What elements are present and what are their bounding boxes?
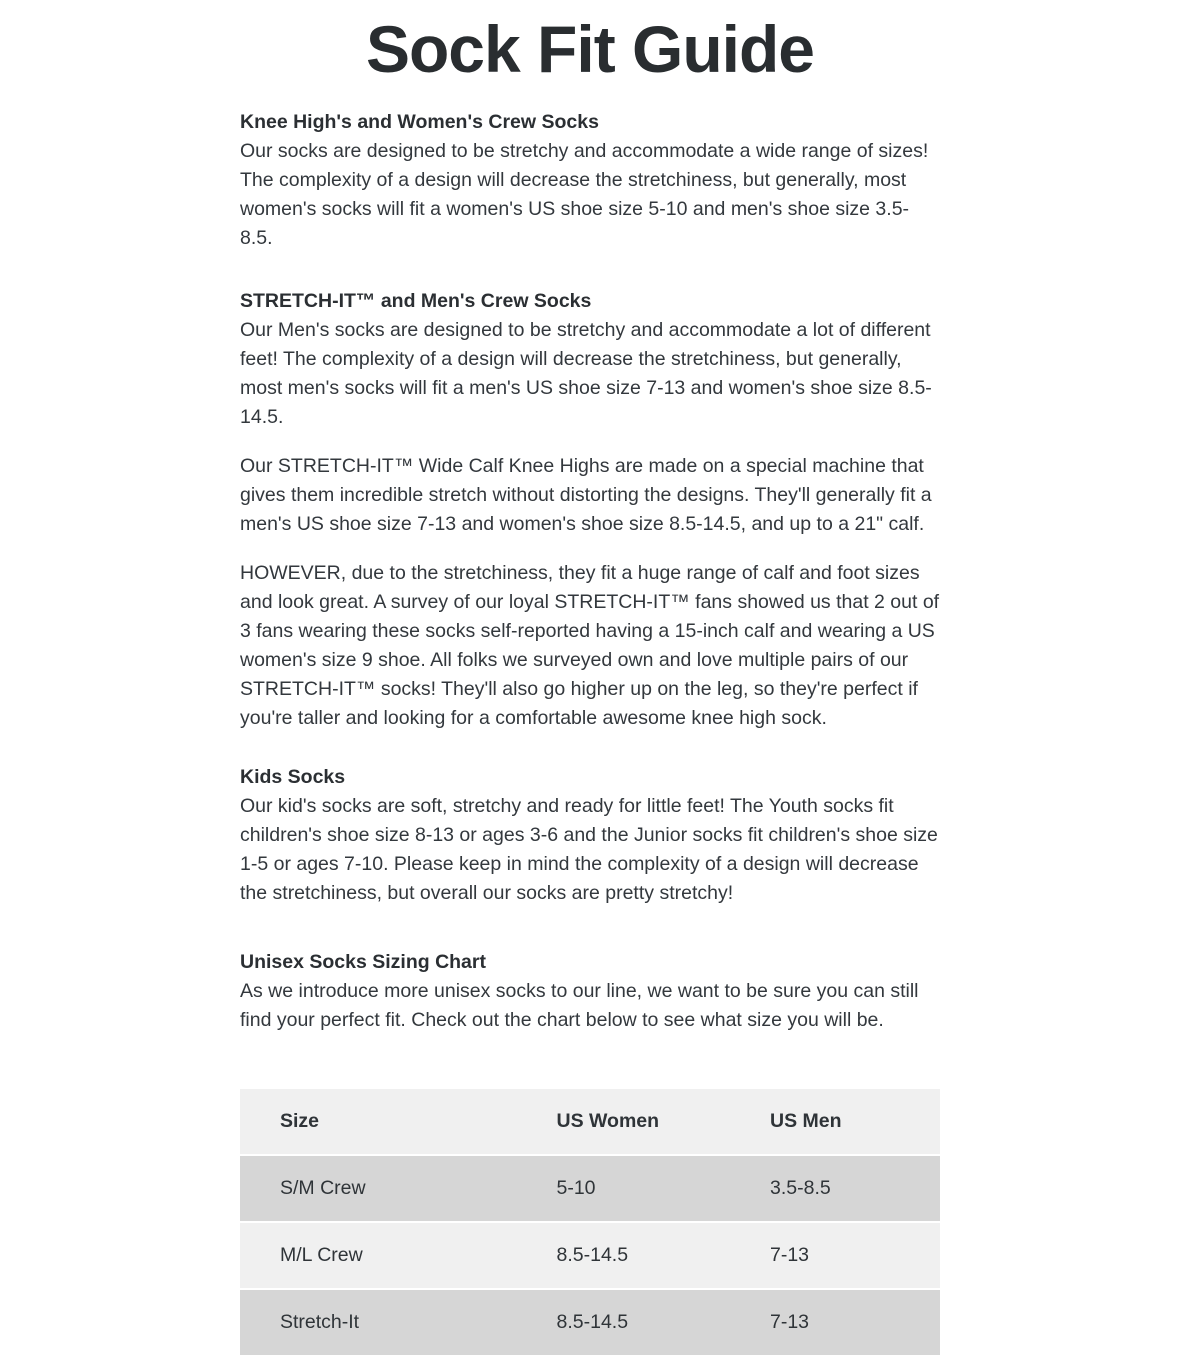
table-header-us-women: US Women — [556, 1109, 660, 1132]
paragraph: Our kid's socks are soft, stretchy and ready for little feet! The Youth socks fit children's shoe size 8-13 or ages 3-6 and the Junior socks fit children's shoe size 1-5 or ages 7-10. Please keep in mind the complexity of a design will decrease the stretchiness, but overall our socks are pretty stretchy! — [240, 794, 938, 904]
table-header-row — [240, 1089, 940, 1155]
table-cell-us-women: 8.5-14.5 — [556, 1243, 629, 1266]
page-content — [240, 0, 940, 1357]
section-heading: STRETCH-IT™ and Men's Crew Socks — [240, 289, 592, 312]
table-cell-us-women: 8.5-14.5 — [556, 1310, 629, 1333]
table-header-us-men: US Men — [770, 1109, 842, 1132]
section-stretch-it — [240, 287, 940, 733]
sizing-table-container — [240, 1089, 940, 1357]
section-heading: Unisex Socks Sizing Chart — [240, 950, 486, 973]
page-title: Sock Fit Guide — [365, 12, 815, 86]
table-cell-size: M/L Crew — [280, 1243, 363, 1266]
section-knee-highs — [240, 108, 940, 253]
paragraph: As we introduce more unisex socks to our line, we want to be sure you can still find your perfect fit. Check out the chart below to see what size you will be. — [240, 979, 919, 1031]
section-heading: Kids Socks — [240, 765, 346, 788]
paragraph: Our STRETCH-IT™ Wide Calf Knee Highs are made on a special machine that gives them incredible stretch without distorting the designs. They'll generally fit a men's US shoe size 7-13 and women's shoe size 8.5-14.5, and up to a 21" calf. — [240, 454, 932, 535]
section-kids-socks — [240, 763, 940, 908]
table-cell-size: S/M Crew — [280, 1176, 366, 1199]
table-cell-us-men: 3.5-8.5 — [770, 1176, 831, 1199]
table-cell-size: Stretch-It — [280, 1310, 360, 1333]
paragraph: HOWEVER, due to the stretchiness, they fit a huge range of calf and foot sizes and look great. A survey of our loyal STRETCH-IT™ fans showed us that 2 out of 3 fans wearing these socks self-reported having a 15-inch calf and wearing a US women's size 9 shoe. All folks we surveyed own and love multiple pairs of our STRETCH-IT™ socks! They'll also go higher up on the leg, so they're perfect if you're taller and looking for a comfortable awesome knee high sock. — [240, 561, 940, 729]
table-row-stretch-it — [240, 1289, 940, 1356]
table-cell-us-women: 5-10 — [556, 1176, 596, 1199]
paragraph: Our socks are designed to be stretchy and accommodate a wide range of sizes! The complexity of a design will decrease the stretchiness, but generally, most women's socks will fit a women's US shoe size 5-10 and men's shoe size 3.5-8.5. — [240, 139, 929, 249]
section-unisex-sizing — [240, 948, 940, 1035]
table-header-size: Size — [280, 1109, 320, 1132]
table-cell-us-men: 7-13 — [770, 1243, 810, 1266]
table-row-ml-crew — [240, 1222, 940, 1289]
table-row-sm-crew — [240, 1155, 940, 1222]
sizing-table — [240, 1089, 940, 1357]
table-cell-us-men: 7-13 — [770, 1310, 810, 1333]
section-heading: Knee High's and Women's Crew Socks — [240, 110, 599, 133]
paragraph: Our Men's socks are designed to be stretchy and accommodate a lot of different feet! The complexity of a design will decrease the stretchiness, but generally, most men's socks will fit a men's US shoe size 7-13 and women's shoe size 8.5-14.5. — [240, 318, 932, 428]
